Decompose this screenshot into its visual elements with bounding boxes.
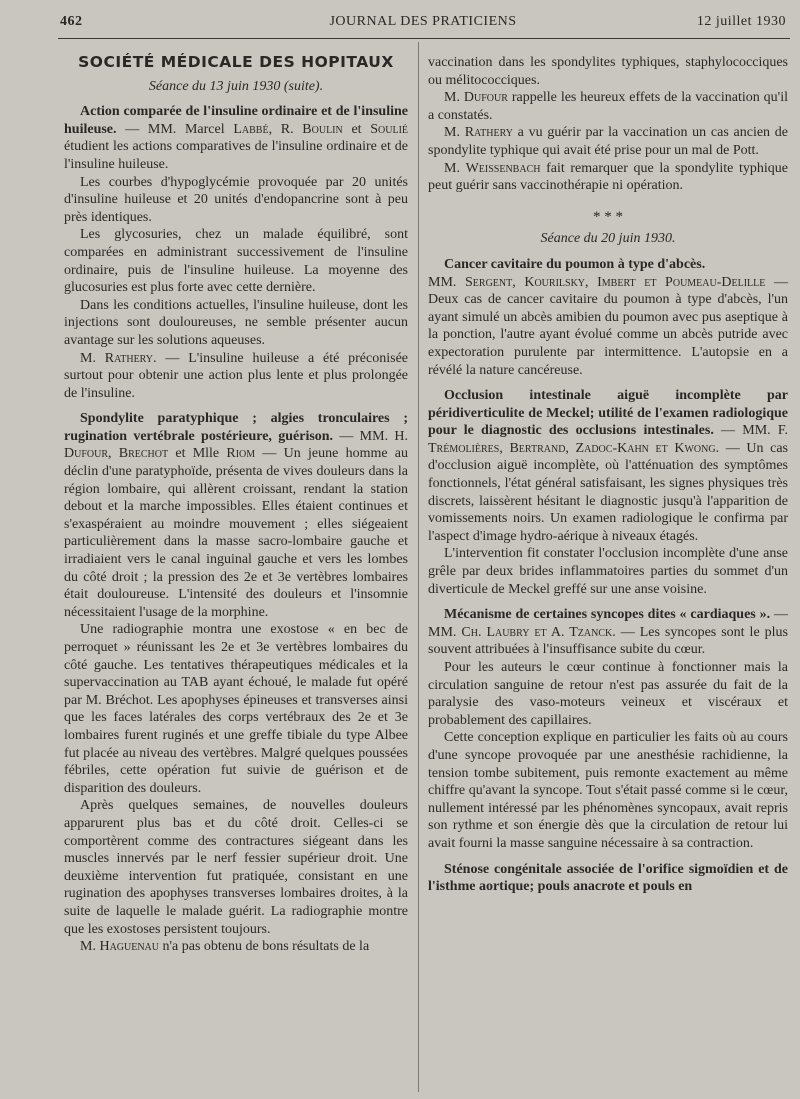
author-list: MM. Sergent, Kourilsky, Imbert et Poumeau-Delille — [428, 274, 766, 290]
section-title: Cancer cavitaire du poumon à type d'abcès. — [444, 256, 706, 272]
author-name: Dufour — [463, 90, 508, 106]
section-insuline: Action comparée de l'insuline ordinaire et de l'insuline huileuse. — MM. Marcel Labbé, R. Boulin et Soulié étudient les actions comparatives de l'insuline ordinaire et de l'insuline huileuse. — [64, 104, 409, 172]
right-column — [428, 54, 788, 896]
author-name: Riom — [226, 446, 256, 462]
section-cancer — [428, 256, 788, 274]
section-occlusion: Occlusion intestinale aiguë incomplète par péridiverticulite de Meckel; utilité de l'examen radiologique pour le diagnostic des occlusions intestinales. — MM. F. Trémolières, Bertrand, Zadoc-Kahn et Kwong. — Un cas d'occlusion aiguë incomplète, où l'atténuation des symptômes fonctionnels, l'état général satisfaisant, les signes physiques très discrets, laissèrent hésitant le diagnostic jusqu'à l'apparition de vomissements noirs. Un examen radiologique le confirma par l'aspect d'image hydro-aérique à niveaux étagés. — [428, 388, 789, 544]
author-name: Weissenbach — [465, 160, 541, 176]
header-rule — [58, 38, 790, 39]
paragraph: vaccination dans les spondylites typhiques, staphylococciques ou mélitococciques. — [428, 55, 788, 88]
author-name: Dufour — [64, 446, 109, 462]
paragraph: Après quelques semaines, de nouvelles douleurs apparurent plus bas et du côté droit. Celles-ci se comportèrent comme des contractures siégeant dans les muscles innervés par le nerf fessier supérieur droit. Une deuxième intervention fut pratiquée, consistant en une rugination des apophyses transverses lombaires droites, à la suite de laquelle le malade guérit. La radiographie montre que les exostoses persistent toujours. — [64, 798, 408, 937]
paragraph: Cette conception explique en particulier les faits où au cours d'une syncope provoquée par une anesthésie rachidienne, la tension tombe subitement, puis remonte exactement au même chiffre qu'avant la syncope. Tout s'était passé comme si le cœur, nullement intéressé par les phénomènes syncopaux, avait repris son rythme et son énergie dès que la circulation de retour lui avait fourni la masse sanguine nécessaire à sa contraction. — [428, 730, 788, 851]
paragraph: Les glycosuries, chez un malade équilibré, sont comparées en administrant successivement de l'insuline ordinaire, puis de l'insuline huileuse. La moyenne des glucosuries est plus forte avec cette dernière. — [64, 227, 408, 296]
author-name: Rathery — [464, 125, 513, 141]
section-spondylite: Spondylite paratyphique ; algies tronculaires ; rugination vertébrale postérieure, guérison. — MM. H. Dufour, Brechot et Mlle Riom — Un jeune homme au déclin d'une paratyphoïde, présenta de vives douleurs dans la région lombaire, qui allèrent croissant, rendant la station debout et la marche impossibles. Elles étaient continues et s'exaspéraient au moindre mouvement ; elles siégeaient particulièrement dans la masse sacro-lombaire gauche et irradiaient vers le canal inguinal gauche et vers les lombes du côté droit ; la pression des 2e et 3e vertèbres lombaires était douloureuse. L'intensité des douleurs et l'insomnie nécessitaient l'usage de la morphine. — [64, 411, 409, 620]
section-stenose — [428, 861, 788, 896]
paragraph: L'intervention fit constater l'occlusion incomplète d'une anse grêle par deux brides inflammatoires parties du sommet d'un diverticule de Meckel greffé sur une anse voisine. — [428, 546, 788, 597]
author-name: Haguenau — [99, 939, 160, 955]
paragraph: Dans les conditions actuelles, l'insuline huileuse, dont les injections sont douloureuses, ne semble présenter aucun avantage sur les solutions aqueuses. — [64, 297, 408, 348]
paragraph: M. Haguenau n'a pas obtenu de bons résultats de la — [80, 939, 370, 955]
page-number: 462 — [60, 14, 83, 29]
paragraph: Les courbes d'hypoglycémie provoquée par 20 unités d'insuline huileuse et 20 unités d'endopancrine sont à peu près identiques. — [64, 174, 408, 225]
section-title: Sténose congénitale associée de l'orifice sigmoïdien et de l'isthme aortique; pouls anacrote et pouls en — [428, 861, 788, 895]
paragraph: Une radiographie montra une exostose « en bec de perroquet » réunissant les 2e et 3e vertèbres lombaires du côté gauche. Les tentatives thérapeutiques médicales et la supervaccination au TAB ayant échoué, le malade fut opéré par M. Bréchot. Les apophyses épineuses et transverses ainsi que les faces latérales des corps vertébraux des 2e et 3e lombaires furent ruginés et une greffe tibiale du type Albee fut placée au niveau des vertèbres. Malgré quelques poussées fébriles, cette opération fut suivie de guérison et de disparition des douleurs. — [64, 622, 408, 796]
section-title: Mécanisme de certaines syncopes dites « cardiaques ». — [444, 607, 771, 623]
paragraph: M. Rathery a vu guérir par la vaccination un cas ancien de spondylite typhique qui avait été prise pour un mal de Pott. — [428, 125, 788, 158]
society-title: SOCIÉTÉ MÉDICALE DES HOPITAUX — [78, 53, 394, 71]
left-column — [64, 54, 408, 956]
session-date: Séance du 13 juin 1930 (suite). — [148, 78, 324, 94]
session-date: Séance du 20 juin 1930. — [540, 231, 676, 247]
section-title: Occlusion intestinale aiguë incomplète par péridiverticulite de Meckel; utilité de l'examen radiologique pour le diagnostic des occlusions intestinales. — [428, 388, 788, 439]
column-divider — [418, 42, 419, 1092]
paragraph: M. Weissenbach fait remarquer que la spondylite typhique peut guérir sans vaccinothérapie ni opération. — [428, 160, 788, 194]
page-header — [60, 14, 786, 38]
author-name: Labbé — [233, 121, 269, 137]
author-list: — MM. Ch. Laubry et A. Tzanck. — [428, 607, 788, 640]
author-name: Brechot — [118, 446, 169, 462]
author-name: Rathery — [104, 350, 154, 366]
paragraph: Pour les auteurs le cœur continue à fonctionner mais la circulation sanguine de retour n'est pas assurée du fait de la paralysie des vaso-moteurs veineux et viscéraux et probablement des capillaires. — [428, 660, 788, 728]
author-name: Soulié — [370, 121, 409, 137]
section-syncopes: Mécanisme de certaines syncopes dites « cardiaques ». — MM. Ch. Laubry et A. Tzanck. — Les syncopes sont le plus souvent attribuées à l'insuffisance subite du cœur. — [428, 607, 788, 658]
paragraph: M. Dufour rappelle les heureux effets de la vaccination qu'il a constatés. — [428, 90, 788, 123]
paragraph: MM. Sergent, Kourilsky, Imbert et Poumeau-Delille — Deux cas de cancer cavitaire du poumon à type d'abcès, l'un ayant simulé un abcès amibien du poumon avec pus aseptique à la ponction, l'autre ayant évolué comme un abcès putride avec expectoration purulente par intermittence. L'autopsie en a révélé la nature cancéreuse. — [428, 274, 788, 378]
section-title: Action comparée de l'insuline ordinaire et de l'insuline huileuse. — [64, 104, 408, 137]
section-separator: * * * — [593, 208, 623, 225]
paragraph: M. Rathery. — L'insuline huileuse a été préconisée surtout pour obtenir une action plus lente et plus prolongée de l'insuline. — [64, 350, 409, 401]
author-list: — MM. F. Trémolières, Bertrand, Zadoc-Kahn et Kwong. — [428, 423, 789, 456]
section-title: Spondylite paratyphique ; algies tronculaires ; rugination vertébrale postérieure, guérison. — [64, 411, 408, 444]
issue-date: 12 juillet 1930 — [696, 14, 786, 29]
journal-title: JOURNAL DES PRATICIENS — [329, 14, 517, 29]
author-name: R. Boulin — [280, 121, 343, 137]
